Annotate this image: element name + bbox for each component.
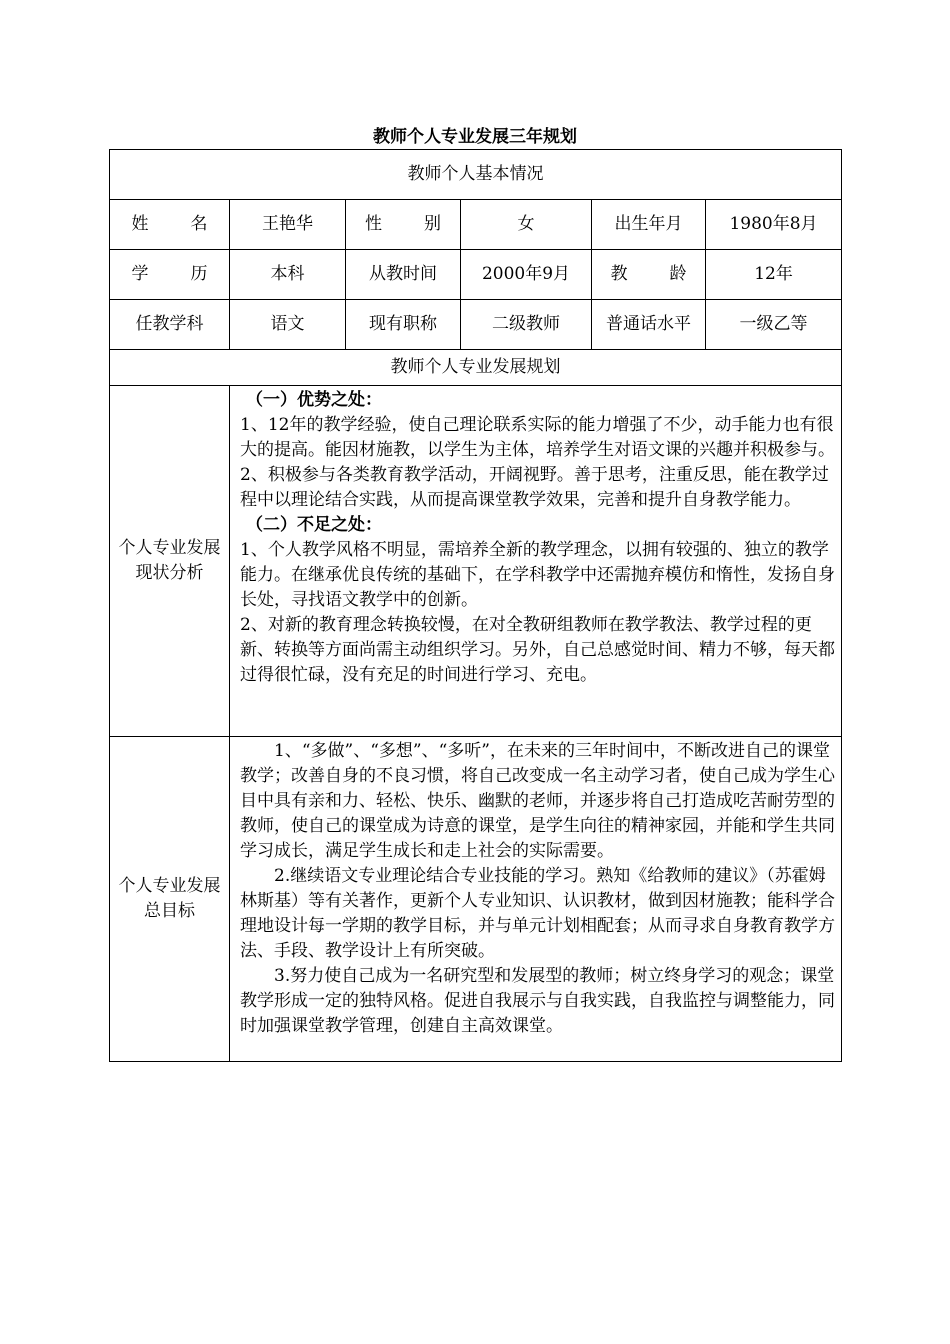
goals-label: 个人专业发展总目标 <box>110 737 230 1062</box>
value-title: 二级教师 <box>461 300 592 350</box>
weakness-2: 2、对新的教育理念转换较慢，在对全教研组教师在教学教法、教学过程的更新、转换等方面尚需主动组织学习。另外，自己总感觉时间、精力不够，每天都过得很忙碌，没有充足的时间进行学习、充电。 <box>240 615 835 685</box>
section-title-basic: 教师个人基本情况 <box>110 150 842 200</box>
value-gender: 女 <box>461 200 592 250</box>
label-title: 现有职称 <box>346 300 461 350</box>
weaknesses-heading: （二）不足之处： <box>246 515 382 535</box>
analysis-row <box>110 386 842 737</box>
value-birth: 1980年8月 <box>706 200 842 250</box>
weakness-1: 1、个人教学风格不明显，需培养全新的教学理念，以拥有较强的、独立的教学能力。在继承优良传统的基础下，在学科教学中还需抛弃模仿和惰性，发扬自身长处，寻找语文教学中的创新。 <box>240 540 835 610</box>
value-name: 王艳华 <box>230 200 346 250</box>
document-title: 教师个人专业发展三年规划 <box>373 127 577 147</box>
strengths-heading: （一）优势之处： <box>246 390 382 410</box>
label-mandarin: 普通话水平 <box>592 300 706 350</box>
value-mandarin: 一级乙等 <box>706 300 842 350</box>
label-name: 姓 名 <box>110 200 230 250</box>
plan-table <box>109 149 842 1062</box>
label-gender: 性 别 <box>346 200 461 250</box>
value-subject: 语文 <box>230 300 346 350</box>
info-row-3 <box>110 300 842 350</box>
section-title-plan: 教师个人专业发展规划 <box>110 350 842 386</box>
analysis-content <box>230 386 842 737</box>
value-teaching-years: 12年 <box>706 250 842 300</box>
label-teaching-start: 从教时间 <box>346 250 461 300</box>
value-education: 本科 <box>230 250 346 300</box>
section-header-basic <box>110 150 842 200</box>
label-birth: 出生年月 <box>592 200 706 250</box>
goal-3: 3.努力使自己成为一名研究型和发展型的教师；树立终身学习的观念；课堂教学形成一定的独特风格。促进自我展示与自我实践，自我监控与调整能力，同时加强课堂教学管理，创建自主高效课堂。 <box>240 966 835 1036</box>
strength-1: 1、12年的教学经验，使自己理论联系实际的能力增强了不少，动手能力也有很大的提高。能因材施教，以学生为主体，培养学生对语文课的兴趣并积极参与。 <box>240 415 835 460</box>
goal-2: 2.继续语文专业理论结合专业技能的学习。熟知《给教师的建议》（苏霍姆林斯基）等有关著作，更新个人专业知识、认识教材，做到因材施教；能科学合理地设计每一学期的教学目标，并与单元计划相配套；从而寻求自身教育教学方法、手段、教学设计上有所突破。 <box>240 866 835 961</box>
info-row-1 <box>110 200 842 250</box>
label-teaching-years: 教 龄 <box>592 250 706 300</box>
strength-2: 2、积极参与各类教育教学活动，开阔视野。善于思考，注重反思，能在教学过程中以理论结合实践，从而提高课堂教学效果，完善和提升自身教学能力。 <box>240 465 829 510</box>
value-teaching-start: 2000年9月 <box>461 250 592 300</box>
goals-content <box>230 737 842 1062</box>
analysis-label: 个人专业发展现状分析 <box>110 386 230 737</box>
goal-1: 1、“多做”、“多想”、“多听”，在未来的三年时间中，不断改进自己的课堂教学；改善自身的不良习惯，将自己改变成一名主动学习者，使自己成为学生心目中具有亲和力、轻松、快乐、幽默的老师，并逐步将自己打造成吃苦耐劳型的教师，使自己的课堂成为诗意的课堂，是学生向往的精神家园，并能和学生共同学习成长，满足学生成长和走上社会的实际需要。 <box>240 741 835 861</box>
goals-row <box>110 737 842 1062</box>
section-header-plan <box>110 350 842 386</box>
label-subject: 任教学科 <box>110 300 230 350</box>
info-row-2 <box>110 250 842 300</box>
label-education: 学 历 <box>110 250 230 300</box>
